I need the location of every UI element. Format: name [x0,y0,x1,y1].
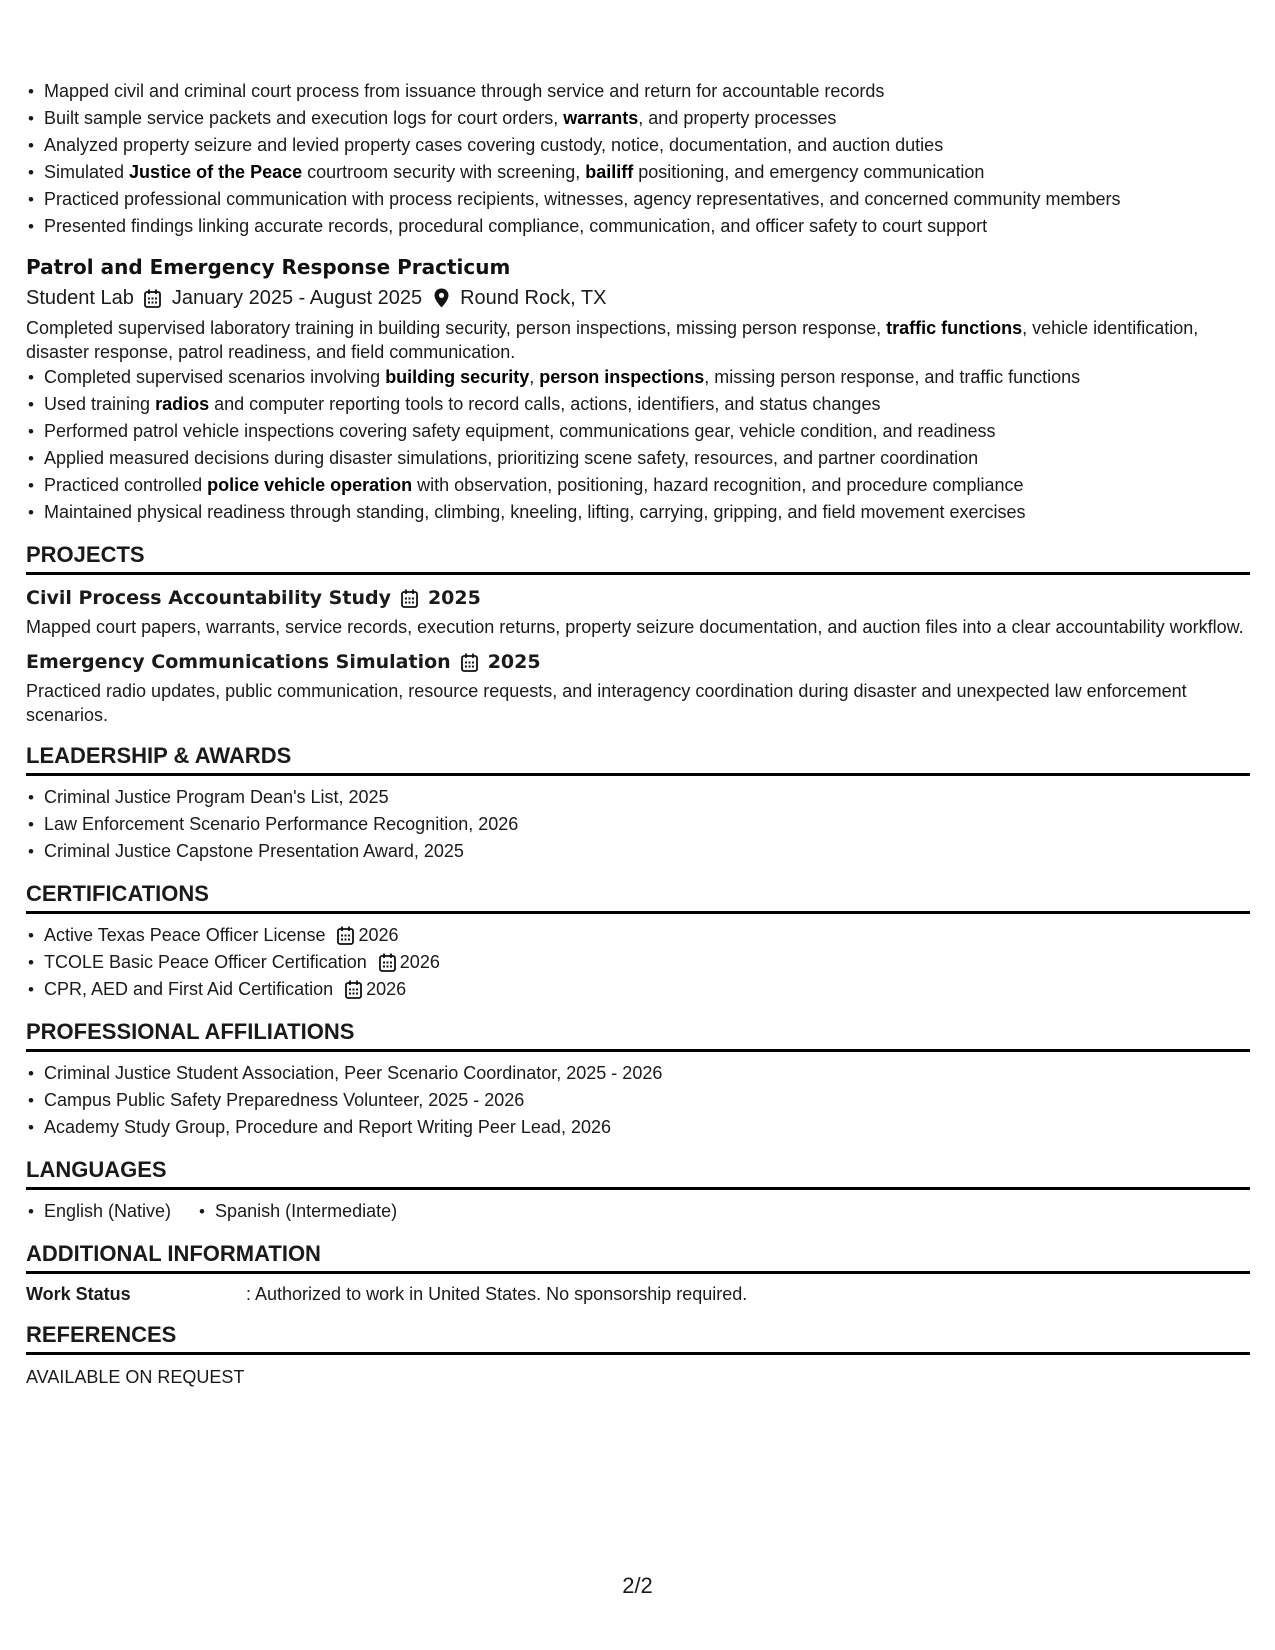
page-number: 2/2 [622,1573,653,1598]
affiliations-heading: PROFESSIONAL AFFILIATIONS [26,1017,1250,1052]
references-heading: REFERENCES [26,1320,1250,1355]
languages-list [26,1198,1250,1225]
work-status-value: : Authorized to work in United States. No sponsorship required. [246,1284,748,1304]
map-pin-icon [432,288,450,308]
calendar-icon [461,653,478,672]
references-text: AVAILABLE ON REQUEST [26,1367,245,1387]
certification-year: 2026 [358,925,399,945]
list-item: • Performed patrol vehicle inspections covering safety equipment, communications gear, vehicle condition, and readiness [44,418,1250,445]
list-item: • Criminal Justice Program Dean's List, 2025 [44,784,1250,811]
certification-item [44,922,1250,949]
project-description: Practiced radio updates, public communication, resource requests, and interagency coordination during disaster and unexpected law enforcement scenarios. [26,681,1187,725]
list-item: • Simulated Justice of the Peace courtroom security with screening, bailiff positioning, and emergency communication [44,159,1250,186]
project-entry [26,647,1250,727]
project-title-row [26,583,1250,613]
certification-year: 2026 [366,979,407,999]
additional-info-heading: ADDITIONAL INFORMATION [26,1239,1250,1274]
list-item: • Campus Public Safety Preparedness Volunteer, 2025 - 2026 [44,1087,1250,1114]
list-item: • Used training radios and computer reporting tools to record calls, actions, identifiers, and status changes [44,391,1250,418]
projects-list [26,583,1250,727]
bold-keyword: bailiff [585,162,634,182]
practicum-org: Student Lab [26,287,134,309]
certification-item [44,976,1250,1003]
bold-keyword: radios [155,394,210,414]
list-item: • Practiced professional communication with process recipients, witnesses, agency representatives, and concerned community members [44,186,1250,213]
project-title-row [26,647,1250,677]
languages-heading: LANGUAGES [26,1155,1250,1190]
certifications-list [26,922,1250,1003]
project-year: 2025 [427,587,481,609]
project-year: 2025 [487,651,541,673]
bold-keyword: building security [385,367,530,387]
certification-year: 2026 [399,952,440,972]
court-experience-bullets [26,78,1250,240]
work-status-row [26,1282,1250,1306]
project-title: Civil Process Accountability Study [26,587,391,609]
project-title: Emergency Communications Simulation [26,651,451,673]
project-entry [26,583,1250,639]
list-item: • Spanish (Intermediate) [215,1198,397,1225]
list-item: • Completed supervised scenarios involving building security, person inspections, missing person response, and traffic functions [44,364,1250,391]
list-item: • Criminal Justice Capstone Presentation Award, 2025 [44,838,1250,865]
certification-item [44,949,1250,976]
projects-heading: PROJECTS [26,540,1250,575]
bold-keyword: warrants [563,108,639,128]
practicum-title: Patrol and Emergency Response Practicum [26,255,511,279]
bold-keyword: traffic functions [886,318,1023,338]
calendar-icon [401,589,418,608]
list-item: • Presented findings linking accurate records, procedural compliance, communication, and officer safety to court support [44,213,1250,240]
list-item: • Applied measured decisions during disaster simulations, prioritizing scene safety, resources, and partner coordination [44,445,1250,472]
practicum-dates: January 2025 - August 2025 [171,287,423,309]
practicum-meta [26,282,1250,314]
list-item: • Practiced controlled police vehicle operation with observation, positioning, hazard recognition, and procedure compliance [44,472,1250,499]
list-item: • Criminal Justice Student Association, Peer Scenario Coordinator, 2025 - 2026 [44,1060,1250,1087]
certification-name: • CPR, AED and First Aid Certification [44,979,334,999]
certifications-heading: CERTIFICATIONS [26,879,1250,914]
practicum-description: Completed supervised laboratory training in building security, person inspections, missing person response, traffic functions, vehicle identification, disaster response, patrol readiness, and field communication. [26,318,1199,362]
certification-name: • Active Texas Peace Officer License [44,925,326,945]
project-description: Mapped court papers, warrants, service records, execution returns, property seizure documentation, and auction files into a clear accountability workflow. [26,617,1244,637]
affiliations-list [26,1060,1250,1141]
leadership-list [26,784,1250,865]
practicum-bullets [26,364,1250,526]
list-item: • Academy Study Group, Procedure and Report Writing Peer Lead, 2026 [44,1114,1250,1141]
bold-keyword: person inspections [539,367,705,387]
list-item: • English (Native) [44,1198,171,1225]
bold-keyword: police vehicle operation [207,475,413,495]
work-status-label: Work Status [26,1284,131,1304]
list-item: • Analyzed property seizure and levied property cases covering custody, notice, documentation, and auction duties [44,132,1250,159]
list-item: • Mapped civil and criminal court process from issuance through service and return for accountable records [44,78,1250,105]
calendar-icon [337,926,354,945]
calendar-icon [379,953,396,972]
bold-keyword: Justice of the Peace [129,162,303,182]
leadership-heading: LEADERSHIP & AWARDS [26,741,1250,776]
certification-name: • TCOLE Basic Peace Officer Certification [44,952,367,972]
calendar-icon [144,288,162,308]
list-item: • Maintained physical readiness through standing, climbing, kneeling, lifting, carrying, gripping, and field movement exercises [44,499,1250,526]
practicum-location: Round Rock, TX [460,287,607,309]
resume-page [26,78,1250,1389]
calendar-icon [345,980,362,999]
list-item: • Law Enforcement Scenario Performance Recognition, 2026 [44,811,1250,838]
list-item: • Built sample service packets and execution logs for court orders, warrants, and property processes [44,105,1250,132]
